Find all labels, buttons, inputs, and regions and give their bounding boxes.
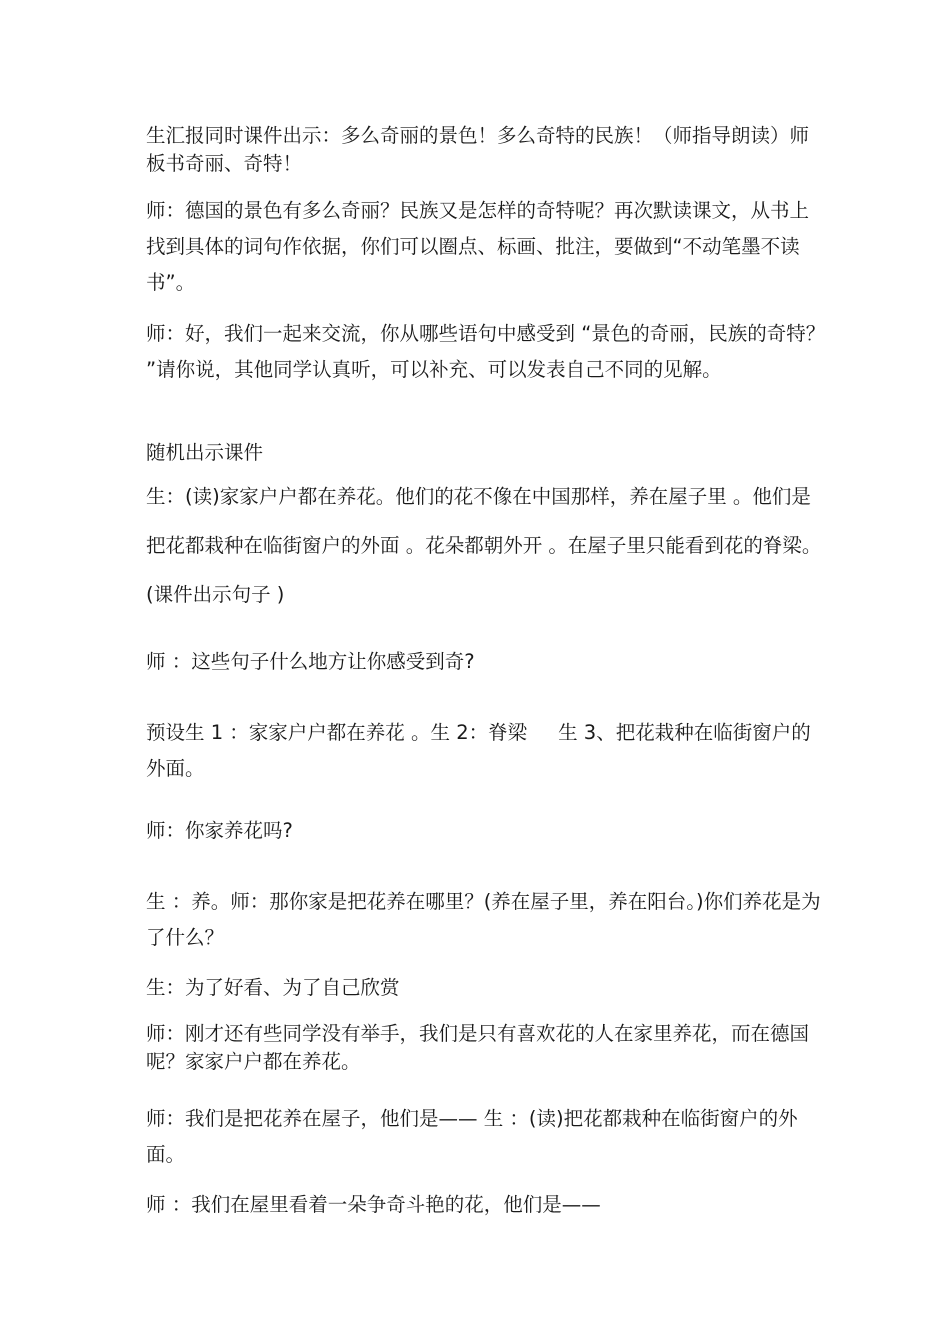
- paragraph-13: 师 ：我们在屋里看着一朵争奇斗艳的花，他们是——: [146, 1193, 601, 1216]
- paragraph-7: 预设生 1 ：家家户户都在养花 。生 2：脊梁 生 3、把花栽种在临街窗户的外面。: [146, 721, 811, 780]
- paragraph-2: 师：德国的景色有多么奇丽？民族又是怎样的奇特呢？再次默读课文，从书上找到具体的词句作依据，你们可以圈点、标画、批注，要做到“不动笔墨不读书”。: [146, 199, 810, 294]
- paragraph-9: 生 ：养。师：那你家是把花养在哪里？(养在屋子里，养在阳台。)你们养花是为了什么？: [146, 890, 821, 949]
- paragraph-12: 师：我们是把花养在屋子，他们是—— 生 ：(读)把花都栽种在临街窗户的外面。: [146, 1107, 798, 1166]
- paragraph-11: 师：刚才还有些同学没有举手，我们是只有喜欢花的人在家里养花，而在德国呢？家家户户都在养花。: [146, 1022, 810, 1073]
- paragraph-3: 师：好，我们一起来交流，你从哪些语句中感受到 “景色的奇丽，民族的奇特？ ”请你说，其他同学认真听，可以补充、可以发表自己不同的见解。: [146, 322, 832, 381]
- paragraph-5: 生：(读)家家户户都在养花。他们的花不像在中国那样，养在屋子里 。他们是把花都栽种在临街窗户的外面 。花朵都朝外开 。在屋子里只能看到花的脊梁。 (课件出示句子 ): [146, 485, 828, 606]
- paragraph-6: 师 ：这些句子什么地方让你感受到奇?: [146, 650, 475, 673]
- paragraph-1: 生汇报同时课件出示：多么奇丽的景色！多么奇特的民族！（师指导朗读）师板书奇丽、奇特！: [146, 124, 810, 175]
- paragraph-8: 师：你家养花吗?: [146, 819, 293, 842]
- paragraph-4: 随机出示课件: [146, 441, 264, 464]
- paragraph-10: 生：为了好看、为了自己欣赏: [146, 976, 400, 999]
